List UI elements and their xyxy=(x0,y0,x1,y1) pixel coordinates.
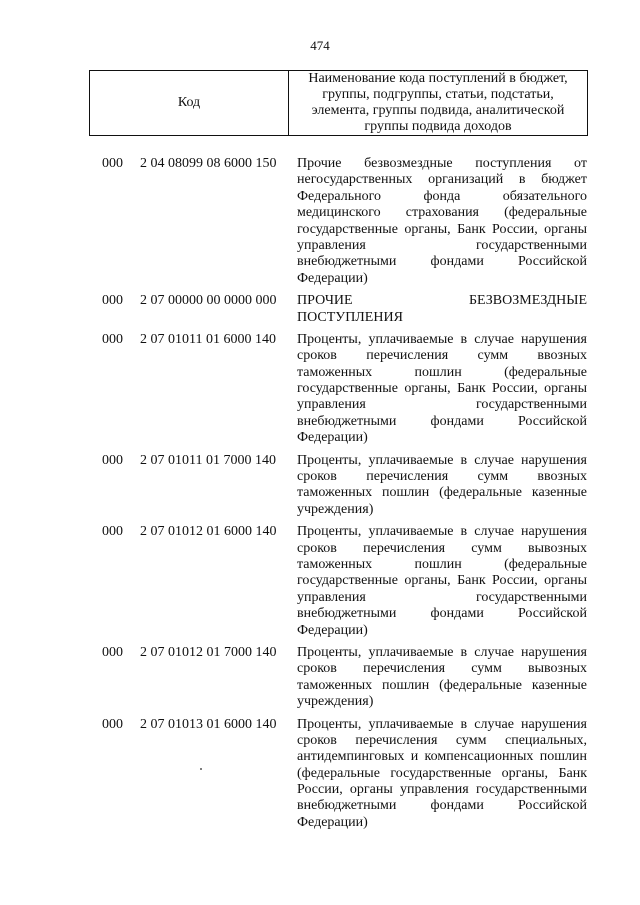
description-line: учреждения) xyxy=(297,694,374,710)
description-line: ПОСТУПЛЕНИЯ xyxy=(297,309,403,325)
description-line: таможенных пошлин (федеральные казенные xyxy=(297,485,587,501)
description-line: негосударственных организаций в бюджет xyxy=(297,172,587,188)
description-line: Прочие безвозмездные поступления от xyxy=(297,156,587,171)
description-line: внебюджетными фондами Российской xyxy=(297,798,587,814)
description-line: сроков перечисления сумм ввозных xyxy=(297,469,587,485)
description-line: государственные органы, Банк России, органы xyxy=(297,221,587,237)
description-line: таможенных пошлин (федеральные xyxy=(297,556,587,572)
description-line: Федерации) xyxy=(297,814,368,830)
revenue-description xyxy=(297,453,587,519)
description-line: Федерального фонда обязательного xyxy=(297,188,587,204)
admin-code: 000 xyxy=(102,452,123,468)
revenue-code: 2 07 01011 01 6000 140 xyxy=(140,331,276,347)
revenue-description xyxy=(297,524,587,639)
scan-speck xyxy=(200,768,202,770)
table-row xyxy=(0,332,640,447)
description-line: России, органы управления государственными xyxy=(297,782,587,798)
revenue-description xyxy=(297,645,587,711)
admin-code: 000 xyxy=(102,293,123,309)
description-line: Проценты, уплачиваемые в случае нарушения xyxy=(297,716,587,732)
admin-code: 000 xyxy=(102,156,123,171)
description-line: сроков перечисления сумм ввозных xyxy=(297,348,587,364)
description-line: ПРОЧИЕ БЕЗВОЗМЕЗДНЫЕ xyxy=(297,293,587,309)
name-column-header xyxy=(289,71,588,136)
revenue-code: 2 07 01011 01 7000 140 xyxy=(140,452,276,468)
page-number: 474 xyxy=(310,38,330,53)
description-line: внебюджетными фондами Российской xyxy=(297,254,587,270)
name-header-line: группы подвида доходов xyxy=(364,119,512,134)
admin-code: 000 xyxy=(102,331,123,347)
description-line: Федерации) xyxy=(297,622,368,638)
description-line: таможенных пошлин (федеральные xyxy=(297,364,587,380)
description-line: государственные органы, Банк России, органы xyxy=(297,381,587,397)
name-header-line: группы, подгруппы, статьи, подстатьи, xyxy=(322,87,554,102)
table-row xyxy=(0,717,640,832)
description-line: управления государственными xyxy=(297,589,587,605)
description-line: сроков перечисления сумм вывозных xyxy=(297,661,587,677)
table-row xyxy=(0,293,640,326)
table-row xyxy=(0,524,640,639)
name-header-line: Наименование кода поступлений в бюджет, xyxy=(308,71,568,86)
table-row xyxy=(0,645,640,711)
revenue-description xyxy=(297,332,587,447)
revenue-code: 2 07 01012 01 7000 140 xyxy=(140,644,277,660)
description-line: Проценты, уплачиваемые в случае нарушения xyxy=(297,452,587,468)
revenue-code: 2 04 08099 08 6000 150 xyxy=(140,156,277,171)
revenue-description xyxy=(297,717,587,832)
admin-code: 000 xyxy=(102,644,123,660)
table-row xyxy=(0,453,640,519)
code-list xyxy=(0,156,640,831)
revenue-description xyxy=(297,293,587,326)
description-line: Проценты, уплачиваемые в случае нарушения xyxy=(297,524,587,540)
table-row xyxy=(0,156,640,287)
revenue-code: 2 07 01013 01 6000 140 xyxy=(140,716,277,732)
description-line: таможенных пошлин (федеральные казенные xyxy=(297,677,587,693)
revenue-code: 2 07 00000 00 0000 000 xyxy=(140,293,277,309)
description-line: учреждения) xyxy=(297,501,374,517)
name-header-line: элемента, группы подвида, аналитической xyxy=(311,103,565,118)
description-line: Федерации) xyxy=(297,270,368,286)
admin-code: 000 xyxy=(102,716,123,732)
description-line: медицинского страхования (федеральные xyxy=(297,205,587,221)
revenue-code: 2 07 01012 01 6000 140 xyxy=(140,524,277,540)
description-line: управления государственными xyxy=(297,237,587,253)
description-line: государственные органы, Банк России, органы xyxy=(297,573,587,589)
revenue-description xyxy=(297,156,587,287)
description-line: Федерации) xyxy=(297,430,368,446)
description-line: сроков перечисления сумм специальных, xyxy=(297,732,587,748)
description-line: сроков перечисления сумм вывозных xyxy=(297,540,587,556)
description-line: внебюджетными фондами Российской xyxy=(297,606,587,622)
description-line: антидемпинговых и компенсационных пошлин xyxy=(297,749,587,765)
code-column-header: Код xyxy=(90,71,289,136)
description-line: внебюджетными фондами Российской xyxy=(297,413,587,429)
description-line: Проценты, уплачиваемые в случае нарушения xyxy=(297,644,587,660)
description-line: (федеральные государственные органы, Банк xyxy=(297,765,587,781)
admin-code: 000 xyxy=(102,524,123,540)
table-header xyxy=(89,70,588,136)
description-line: управления государственными xyxy=(297,397,587,413)
description-line: Проценты, уплачиваемые в случае нарушения xyxy=(297,331,587,347)
